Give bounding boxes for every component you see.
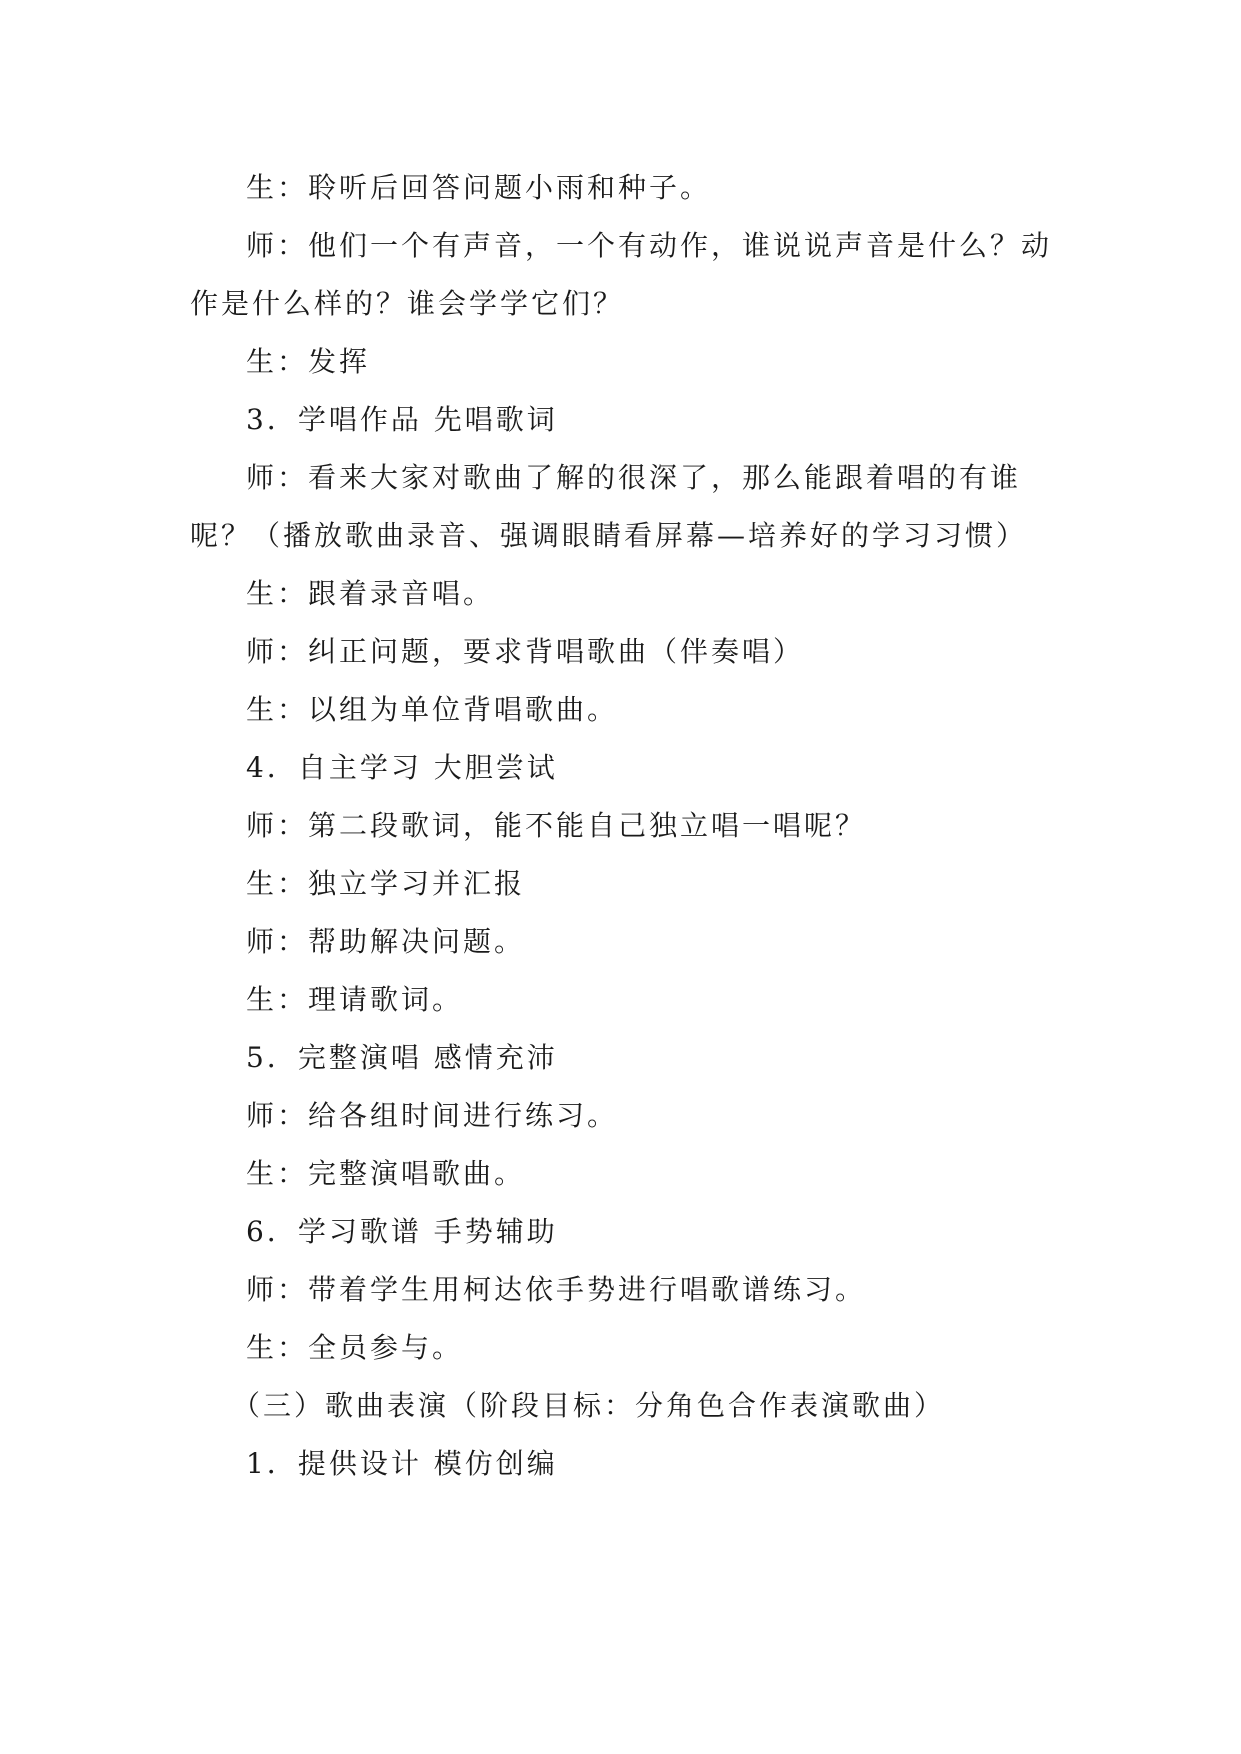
document-body [190,159,1060,1493]
paragraph: 生：以组为单位背唱歌曲。 [246,693,619,726]
paragraph: 生：聆听后回答问题小雨和种子。 [246,171,712,204]
section-heading: （三）歌曲表演（阶段目标：分角色合作表演歌曲） [232,1389,946,1422]
paragraph: 师：带着学生用柯达依手势进行唱歌谱练习。 [246,1273,867,1306]
paragraph: 师：第二段歌词，能不能自己独立唱一唱呢？ [246,809,867,842]
paragraph: 生：完整演唱歌曲。 [246,1157,526,1190]
paragraph: 生：理请歌词。 [246,983,464,1016]
paragraph: 生：跟着录音唱。 [246,577,495,610]
paragraph: 师：他们一个有声音，一个有动作，谁说说声音是什么？动作是什么样的？谁会学学它们？ [190,229,1053,320]
paragraph: 师：给各组时间进行练习。 [246,1099,619,1132]
section-heading: 1．提供设计 模仿创编 [246,1447,558,1480]
section-heading: 5．完整演唱 感情充沛 [246,1041,558,1074]
paragraph: 生：独立学习并汇报 [246,867,526,900]
section-heading: 4．自主学习 大胆尝试 [246,751,558,784]
paragraph: 师：帮助解决问题。 [246,925,526,958]
paragraph: 生：发挥 [246,345,371,378]
paragraph: 师：纠正问题，要求背唱歌曲（伴奏唱） [246,635,805,668]
paragraph: 生：全员参与。 [246,1331,464,1364]
section-heading: 6．学习歌谱 手势辅助 [246,1215,558,1248]
section-heading: 3．学唱作品 先唱歌词 [246,403,558,436]
paragraph: 师：看来大家对歌曲了解的很深了，那么能跟着唱的有谁呢？（播放歌曲录音、强调眼睛看屏幕—培养好的学习习惯） [190,461,1028,552]
